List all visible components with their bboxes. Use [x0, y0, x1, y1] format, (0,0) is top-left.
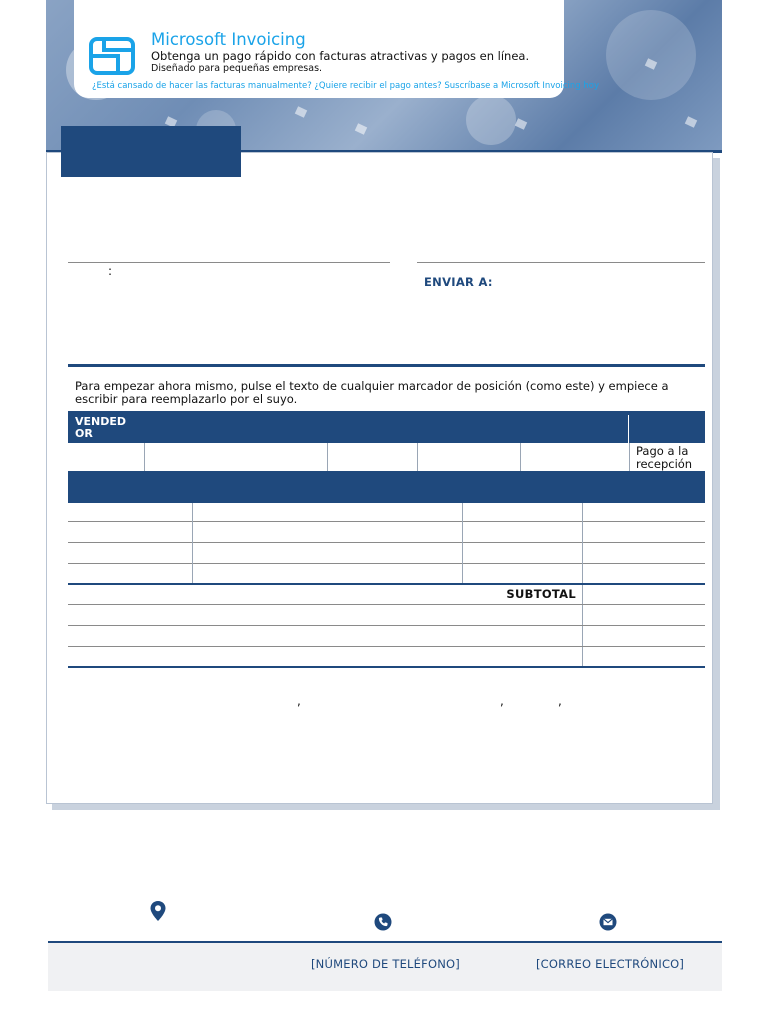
items-bottom-rule: [68, 583, 705, 585]
closing-comma: ,: [297, 694, 301, 708]
items-row-rule: [68, 542, 705, 543]
totals-bottom-rule: [68, 666, 705, 668]
subtotal-label: SUBTOTAL: [506, 587, 576, 601]
intro-placeholder-text[interactable]: Para empezar ahora mismo, pulse el texto de cualquier marcador de posición (como este) y empiece a escribir para reemplazarlo por el suyo.: [75, 379, 669, 406]
promo-subtitle: Obtenga un pago rápido con facturas atractivas y pagos en línea.: [151, 49, 530, 63]
phone-icon: [374, 913, 392, 935]
totals-row-rule: [68, 604, 705, 605]
section-divider: [68, 364, 705, 367]
microsoft-invoicing-logo-icon: [88, 36, 136, 76]
payment-terms-cell[interactable]: Pago a la recepción: [636, 444, 693, 471]
items-col-separator: [192, 503, 193, 584]
seller-header-separator: [628, 415, 629, 443]
seller-header-label: VENDED OR: [75, 415, 127, 440]
promo-cta-link[interactable]: ¿Está cansado de hacer las facturas manualmente? ¿Quiere recibir el pago antes? Suscríbase a Microsoft Invoicing hoy: [92, 81, 599, 91]
ship-to-rule: [417, 262, 705, 263]
items-row-rule: [68, 521, 705, 522]
promo-subtitle-2: Diseñado para pequeñas empresas.: [151, 63, 323, 74]
ship-to-label: ENVIAR A:: [424, 275, 493, 289]
closing-comma: ,: [500, 694, 504, 708]
closing-comma: ,: [558, 694, 562, 708]
items-table-header: [68, 471, 705, 503]
email-icon: [599, 913, 617, 935]
seller-cell-separator: [520, 443, 521, 471]
bill-to-rule: [68, 262, 390, 263]
items-col-separator: [582, 503, 583, 584]
items-col-separator: [462, 503, 463, 584]
promo-title[interactable]: Microsoft Invoicing: [151, 30, 306, 49]
footer-email-placeholder[interactable]: [CORREO ELECTRÓNICO]: [536, 957, 685, 971]
seller-cell-separator: [327, 443, 328, 471]
totals-row-rule: [68, 646, 705, 647]
bill-to-colon: :: [108, 264, 113, 278]
seller-cell-separator: [629, 443, 630, 471]
location-pin-icon: [149, 900, 167, 926]
seller-table-header: [68, 411, 705, 443]
footer-phone-placeholder[interactable]: [NÚMERO DE TELÉFONO]: [311, 957, 460, 971]
invoice-title-box[interactable]: [61, 126, 241, 177]
seller-cell-separator: [417, 443, 418, 471]
seller-cell-separator: [144, 443, 145, 471]
items-row-rule: [68, 563, 705, 564]
totals-row-rule: [68, 625, 705, 626]
